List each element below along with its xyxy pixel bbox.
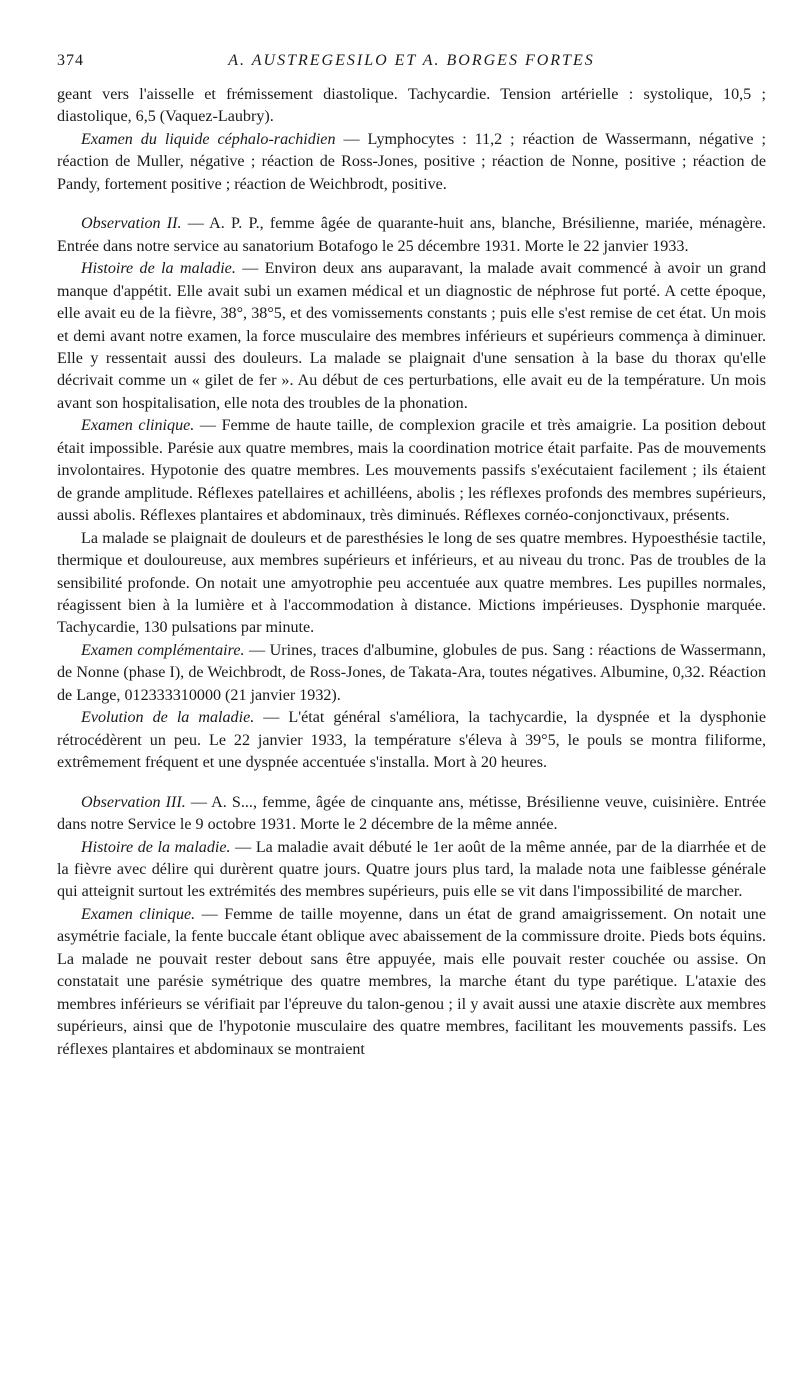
paragraph-label: Histoire de la maladie. [81,260,236,278]
paragraph-label: Observation II. [81,215,182,233]
paragraph-text: — L'état général s'améliora, la tachycardie, la dyspnée et la dysphonie rétrocédèrent un peu. Le 22 janvier 1933, la température s'éleva à 39°5, le pouls se montra filiforme, extrêmement fréquent et une dyspnée accentuée s'installa. Mort à 20 heures. [57,709,766,772]
page-number: 374 [57,52,84,69]
paragraph [57,904,766,1061]
paragraph-label: Examen clinique. [81,905,196,923]
paragraph [57,84,766,129]
observation-heading-paragraph [57,213,766,258]
paragraph-label: Examen complémentaire. [81,641,245,659]
paragraph-text: — Femme de taille moyenne, dans un état de grand amaigrissement. On notait une asymétrie faciale, la fente buccale étant oblique avec abaissement de la commissure droite. Pieds bots équins. La malade ne pouvait rester debout sans être appuyée, mais elle pouvait rester couchée ou assise. On constatait une parésie symétrique des quatre membres, la marche étant du type parétique. L'ataxie des membres inférieurs se vérifiait par l'épreuve du talon-genou ; il y avait aussi une ataxie discrète aux membres supérieurs, ainsi que de l'hypotonie musculaire des quatre membres, facilitant les mouvements passifs. Les réflexes plantaires et abdominaux se montraient [57,905,766,1058]
paragraph-label: Observation III. [81,793,186,811]
paragraph-text: — La maladie avait débuté le 1er août de la même année, par de la diarrhée et de la fièvre avec délire qui durèrent quatre jours. Quatre jours plus tard, la malade nota une faiblesse générale qui atteignit surtout les extrémités des membres supérieurs, puis elle se vit dans l'impossibilité de marcher. [57,838,766,901]
paragraph [57,837,766,904]
paragraph-text: — Urines, traces d'albumine, globules de pus. Sang : réactions de Wassermann, de Nonne (phase I), de Weichbrodt, de Ross-Jones, de Takata-Ara, toutes négatives. Albumine, 0,32. Réaction de Lange, 012333310000 (21 janvier 1932). [57,641,766,704]
running-head [57,52,766,70]
paragraph-label: Evolution de la maladie. [81,709,255,727]
paragraph [57,129,766,196]
running-title: A. AUSTREGESILO ET A. BORGES FORTES [228,52,595,69]
paragraph-text: — Femme de haute taille, de complexion gracile et très amaigrie. La position debout était impossible. Parésie aux quatre membres, mais la coordination motrice était parfaite. Pas de mouvements involontaires. Hypotonie des quatre membres. Les mouvements passifs s'exécutaient facilement ; ils étaient de grande amplitude. Réflexes patellaires et achilléens, abolis ; les réflexes profonds des membres supérieurs, aussi abolis. Réflexes plantaires et abdominaux, très diminués. Réflexes cornéo-conjonctivaux, présents. [57,417,766,525]
paragraph-text: geant vers l'aisselle et frémissement diastolique. Tachycardie. Tension artérielle : systolique, 10,5 ; diastolique, 6,5 (Vaquez-Laubry). [57,86,766,126]
paragraph-label: Examen clinique. [81,417,195,435]
paragraph-label: Examen du liquide céphalo-rachidien [81,130,336,148]
paragraph [57,640,766,707]
paragraph-text: La malade se plaignait de douleurs et de paresthésies le long de ses quatre membres. Hypoesthésie tactile, thermique et douloureuse, aux membres supérieurs et inférieurs, et au niveau du tronc. Pas de troubles de la sensibilité profonde. On notait une amyotrophie peu accentuée aux quatre membres. Les pupilles normales, réagissent bien à la lumière et à l'accommodation à distance. Mictions impérieuses. Dysphonie marquée. Tachycardie, 130 pulsations par minute. [57,529,766,637]
paragraph [57,415,766,527]
paragraph-label: Histoire de la maladie. [81,838,231,856]
body-text [57,84,766,1061]
paragraph [57,707,766,774]
paragraph-text: — Environ deux ans auparavant, la malade avait commencé à avoir un grand manque d'appétit. Elle avait subi un examen médical et un diagnostic de néphrose fut porté. A cette époque, elle avait eu de la fièvre, 38°, 38°5, et des vomissements constants ; puis elle s'est remise de cet état. Un mois et demi avant notre examen, la force musculaire des membres inférieurs et supérieurs commença à diminuer. Elle y ressentait aussi des douleurs. La malade se plaignait d'une sensation à la base du thorax qu'elle décrivait comme un « gilet de fer ». Au début de ces perturbations, elle avait eu de la température. Un mois avant son hospitalisation, elle nota des troubles de la phonation. [57,260,766,412]
paragraph-text: — A. P. P., femme âgée de quarante-huit ans, blanche, Brésilienne, mariée, ménagère. Entrée dans notre service au sanatorium Botafogo le 25 décembre 1931. Morte le 22 janvier 1933. [57,215,766,255]
paragraph-text: — Lymphocytes : 11,2 ; réaction de Wassermann, négative ; réaction de Muller, négative ; réaction de Ross-Jones, positive ; réaction de Nonne, positive ; réaction de Pandy, fortement positive ; réaction de Weichbrodt, positive. [57,130,766,193]
paragraph [57,258,766,415]
paragraph [57,528,766,640]
paragraph-text: — A. S..., femme, âgée de cinquante ans, métisse, Brésilienne veuve, cuisinière. Entrée dans notre Service le 9 octobre 1931. Morte le 2 décembre de la même année. [57,793,766,834]
observation-heading-paragraph [57,792,766,837]
